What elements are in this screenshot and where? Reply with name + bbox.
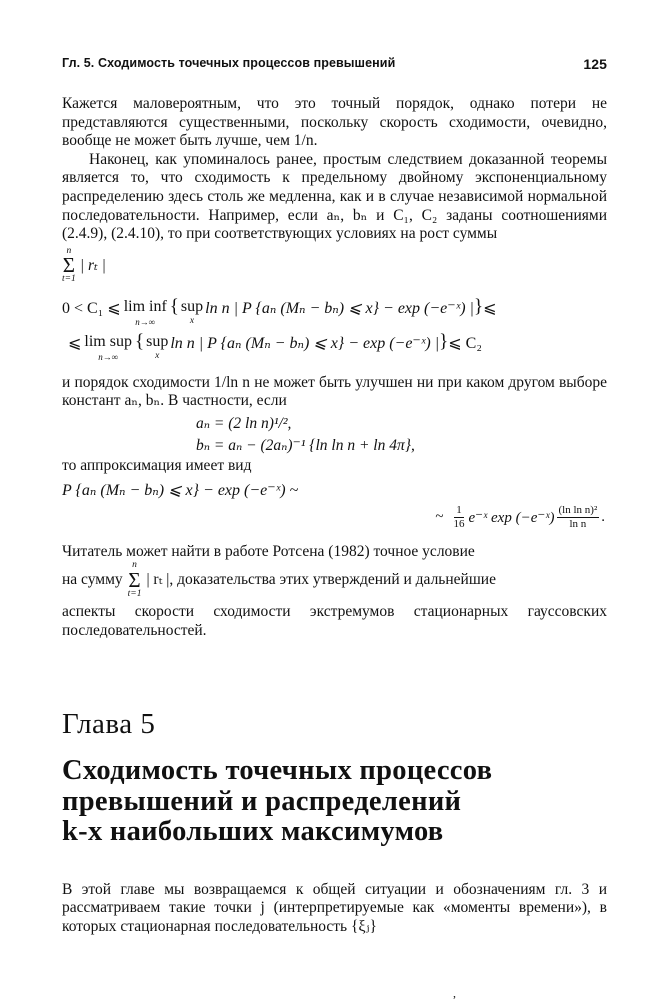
definition-a-n: aₙ = (2 ln n)¹/²,	[196, 414, 292, 432]
coefficient-fraction: $\frac{1}{16}$	[453, 503, 465, 530]
log-fraction: $\frac{\text{(ln ln n)²}}{\text{ln n}}$	[558, 503, 598, 530]
chapter-title-line-3: k-х наибольших максимумов	[62, 816, 444, 848]
book-page	[62, 56, 607, 937]
sum-expression	[62, 247, 607, 285]
paragraph-4: то аппроксимация имеет вид	[62, 456, 252, 474]
paragraph-1: Кажется маловероятным, что это точный порядок, однако потери не представляются существенными, поскольку скорость сходимости, очевидно, вообще не может быть лучше, чем 1/n.	[62, 95, 607, 150]
paragraph-2: Наконец, как упоминалось ранее, простым следствием доказанной теоремы является то, что сходимость к предельному двойному экспоненциальному распределению здесь столь же медленна, как и в случае независимой нормальной последовательности. Например, если aₙ, bₙ и C₁, C₂ заданы соотношениями (2.4.9), (2.4.10), то при соответствующих условиях на рост суммы	[62, 150, 607, 243]
running-header	[62, 56, 607, 72]
paragraph-6: аспекты скорости сходимости экстремумов стационарных гауссовских последовательностей.	[62, 603, 607, 639]
sum-body: | rₜ |	[79, 256, 106, 274]
definition-b-n: bₙ = aₙ − (2aₙ)⁻¹ {ln ln n + ln 4π},	[196, 436, 415, 454]
sup-operator-2: sup x	[146, 332, 169, 361]
page-number: 125	[583, 56, 607, 72]
running-title: Гл. 5. Сходимость точечных процессов превышений	[62, 56, 396, 70]
definitions-block	[62, 413, 607, 457]
approximation-line-1: P {aₙ (Mₙ − bₙ) ⩽ x} − exp (−e⁻ˣ) ~	[62, 481, 299, 499]
summation-symbol: n Σ t=1	[62, 245, 76, 285]
equation-line-1: 0 < C₁ ⩽ lim inf n→∞ { sup x ln n | P {aₙ (Mₙ − bₙ) ⩽ x} − exp (−e⁻ˣ) | } ⩽	[62, 295, 497, 327]
sum-row: на сумму n Σ t=1 | rₜ |, доказательства этих утверждений и дальнейшие	[62, 560, 496, 599]
summation-symbol-2: n Σ t=1	[127, 560, 142, 599]
chapter-title-line-1: Сходимость точечных процессов	[62, 755, 493, 787]
paragraph-3: и порядок сходимости 1/ln n не может быть улучшен ни при каком другом выборе констант aₙ, bₙ. В частности, если	[62, 373, 607, 410]
approximation-line-2: ~ $\frac{1}{16}$ e⁻ˣ exp (−e⁻ˣ) $\frac{\text{(ln ln n)²}}{\text{ln n}}$ .	[435, 503, 605, 530]
chapter-title	[62, 756, 607, 848]
limsup-operator: lim sup n→∞	[84, 332, 132, 362]
sup-operator-1: sup x	[180, 297, 204, 326]
liminf-operator: lim inf n→∞	[123, 297, 167, 327]
bottom-mark: ,	[453, 986, 456, 1000]
chapter-label: Глава 5	[62, 708, 156, 741]
equation-line-2: ⩽ lim sup n→∞ { sup x ln n | P {aₙ (Mₙ − bₙ) ⩽ x} − exp (−e⁻ˣ) | } ⩽ C₂	[68, 330, 482, 362]
paragraph-7: В этой главе мы возвращаемся к общей ситуации и обозначениям гл. 3 и рассматриваем такие точки j (интерпретируемые как «моменты времени»), в которых стационарная последовательность {ξⱼ}	[62, 880, 607, 935]
paragraph-5: Читатель может найти в работе Ротсена (1982) точное условие	[62, 542, 475, 560]
chapter-title-line-2: превышений и распределений	[62, 785, 462, 817]
